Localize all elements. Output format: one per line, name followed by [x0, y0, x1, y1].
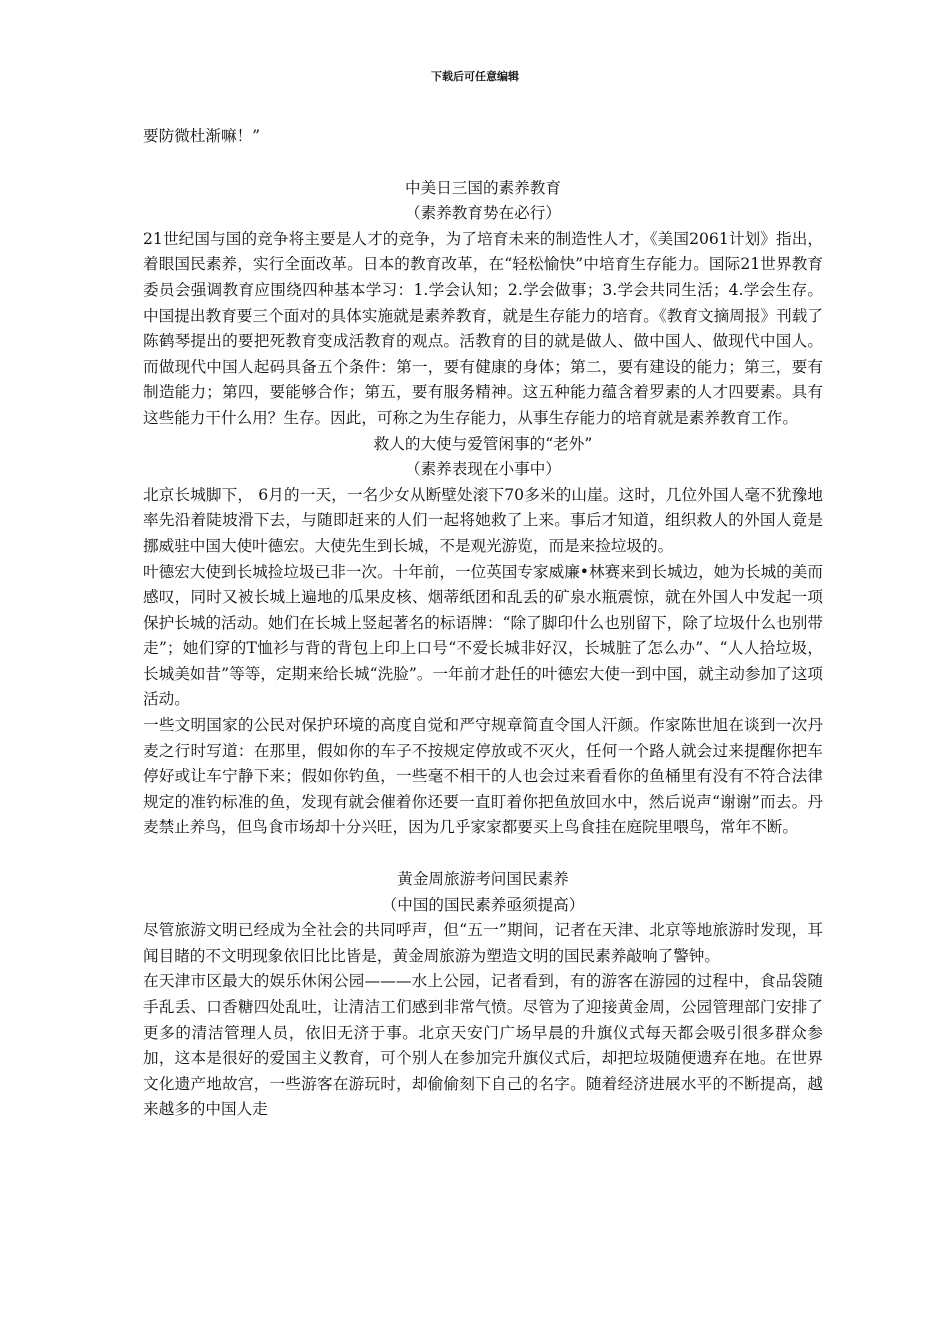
- page-header: 下载后可任意编辑: [431, 70, 519, 83]
- section-title: 救人的大使与爱管闲事的“老外”: [373, 434, 593, 453]
- section-subtitle: （中国的国民素养亟须提高）: [381, 895, 585, 914]
- section-title: 黄金周旅游考问国民素养: [397, 870, 569, 889]
- section-title: 中美日三国的素养教育: [405, 178, 561, 197]
- paragraph: 在天津市区最大的娱乐休闲公园———水上公园，记者看到，有的游客在游园的过程中，食品袋随手乱丢、口香糖四处乱吐，让清洁工们感到非常气愤。尽管为了迎接黄金周，公园管理部门安排了更多的清洁管理人员，依旧无济于事。北京天安门广场早晨的升旗仪式每天都会吸引很多群众参加，这本是很好的爱国主义教育，可个别人在参加完升旗仪式后，却把垃圾随便遗弃在地。在世界文化遗产地故宫，一些游客在游玩时，却偷偷刻下自己的名字。随着经济进展水平的不断提高，越来越多的中国人走: [143, 972, 823, 1119]
- section-subtitle: （素养表现在小事中）: [405, 460, 561, 479]
- paragraph: 叶德宏大使到长城捡垃圾已非一次。十年前，一位英国专家威廉•林赛来到长城边，她为长城的美而感叹，同时又被长城上遍地的瓜果皮核、烟蒂纸团和乱丢的矿泉水瓶震惊，就在外国人中发起一项保护长城的活动。她们在长城上竖起著名的标语牌：“除了脚印什么也别留下，除了垃圾什么也别带走”；她们穿的T恤衫与背的背包上印上口号“不爱长城非好汉，长城脏了怎么办”、“人人拾垃圾，长城美如昔”等等，定期来给长城“洗脸”。一年前才赴任的叶德宏大使一到中国，就主动参加了这项活动。: [143, 562, 823, 709]
- paragraph: 21世纪国与国的竞争将主要是人才的竞争，为了培育未来的制造性人才，《美国2061计划》指出，着眼国民素养，实行全面改革。日本的教育改革，在“轻松愉快”中培育生存能力。国际21世界教育委员会强调教育应围绕四种基本学习：1.学会认知；2.学会做事；3.学会共同生活；4.学会生存。中国提出教育要三个面对的具体实施就是素养教育，就是生存能力的培育。《教育文摘周报》刊载了陈鹤琴提出的要把死教育变成活教育的观点。活教育的目的就是做人、做中国人、做现代中国人。而做现代中国人起码具备五个条件：第一，要有健康的身体；第二，要有建设的能力；第三，要有制造能力；第四，要能够合作；第五，要有服务精神。这五种能力蕴含着罗素的人才四要素。具有这些能力干什么用？生存。因此，可称之为生存能力，从事生存能力的培育就是素养教育工作。: [143, 229, 823, 427]
- document-body: [143, 124, 823, 1123]
- paragraph: 北京长城脚下， 6月的一天，一名少女从断壁处滚下70多米的山崖。这时，几位外国人毫不犹豫地率先沿着陡坡滑下去，与随即赶来的人们一起将她救了上来。事后才知道，组织救人的外国人竟是挪威驻中国大使叶德宏。大使先生到长城，不是观光游览，而是来捡垃圾的。: [143, 485, 823, 555]
- section-subtitle: （素养教育势在必行）: [405, 204, 561, 223]
- paragraph: 一些文明国家的公民对保护环境的高度自觉和严守规章简直令国人汗颜。作家陈世旭在谈到一次丹麦之行时写道：在那里，假如你的车子不按规定停放或不灭火，任何一个路人就会过来提醒你把车停好或让车宁静下来；假如你钓鱼，一些毫不相干的人也会过来看看你的鱼桶里有没有不符合法律规定的准钓标准的鱼，发现有就会催着你还要一直盯着你把鱼放回水中，然后说声“谢谢”而去。丹麦禁止养鸟，但鸟食市场却十分兴旺，因为几乎家家都要买上鸟食挂在庭院里喂鸟，常年不断。: [143, 716, 823, 837]
- paragraph: 尽管旅游文明已经成为全社会的共同呼声，但“五一”期间，记者在天津、北京等地旅游时发现，耳闻目睹的不文明现象依旧比比皆是，黄金周旅游为塑造文明的国民素养敲响了警钟。: [143, 921, 823, 965]
- intro-line: 要防微杜渐嘛！”: [143, 127, 261, 145]
